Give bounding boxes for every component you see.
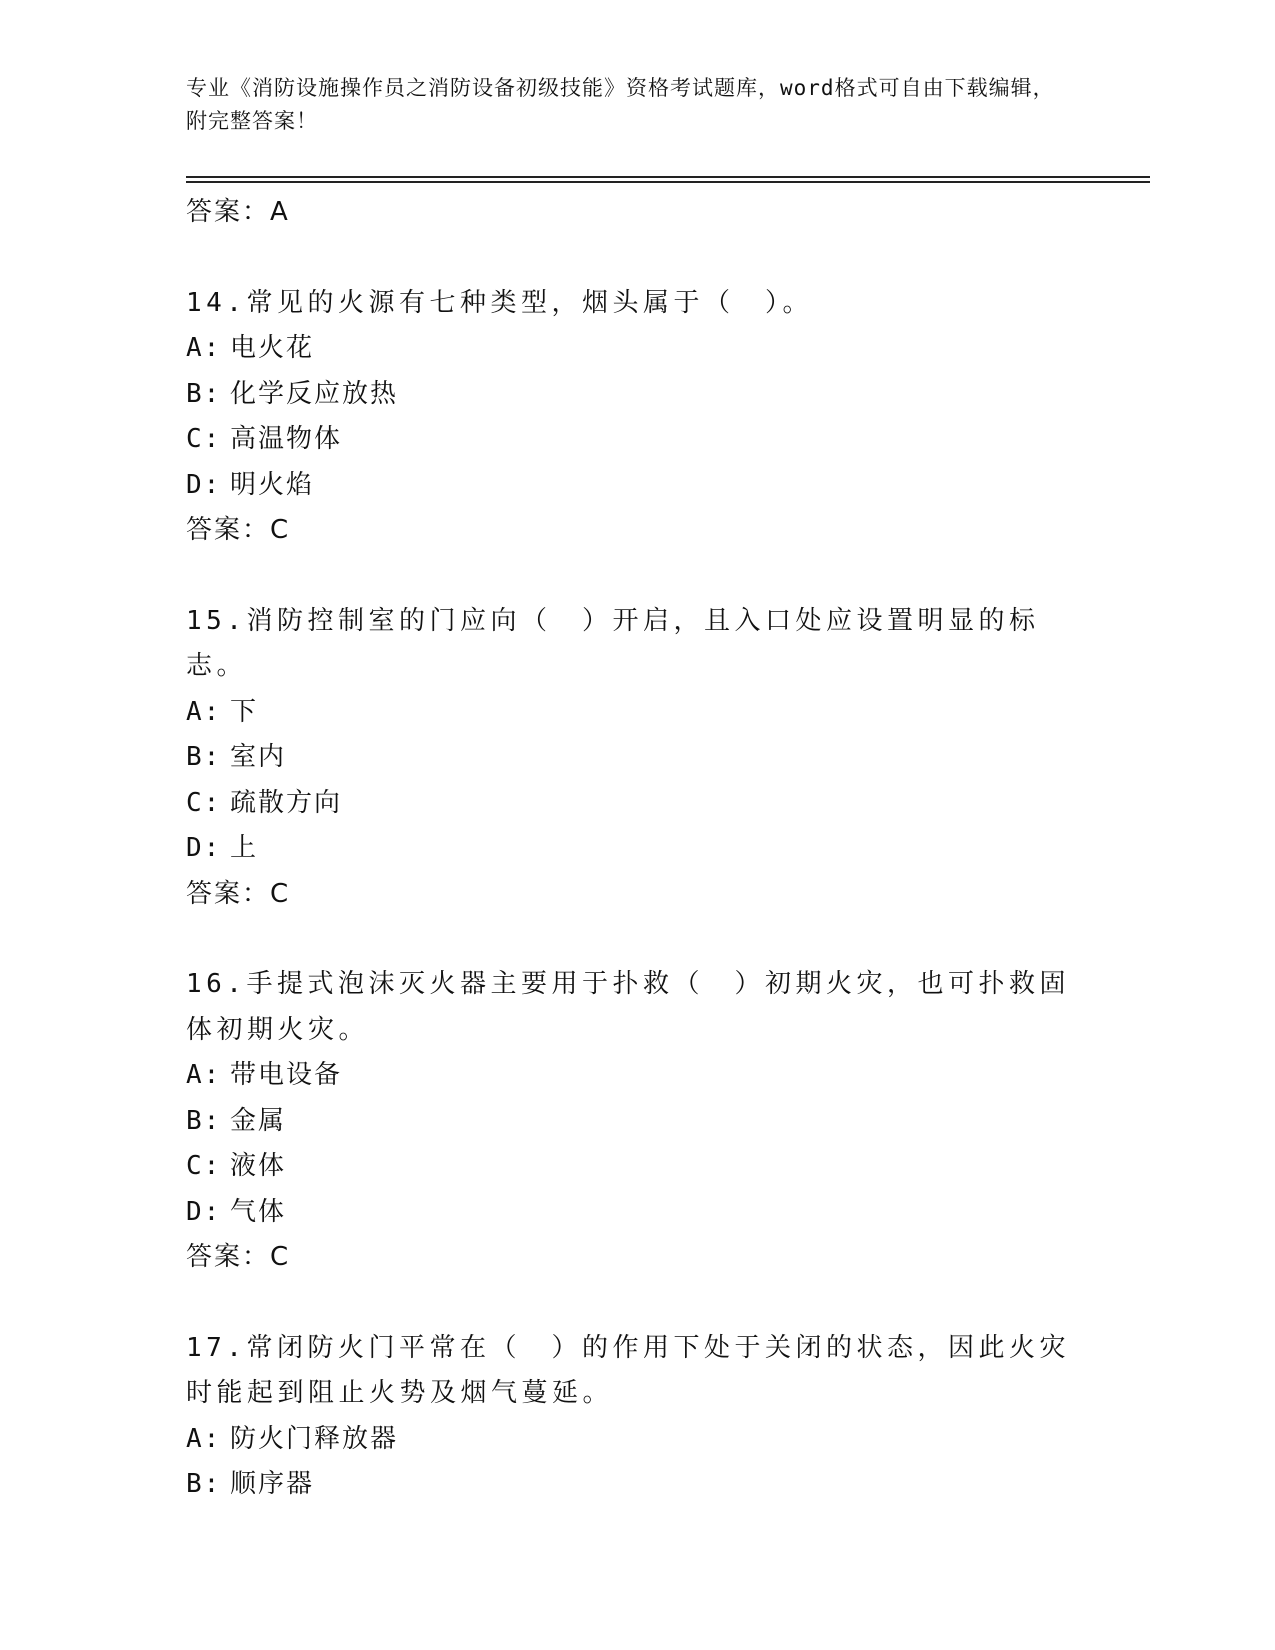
question-text: 16.手提式泡沫灭火器主要用于扑救（ ）初期火灾，也可扑救固体初期火灾。 [186,969,1070,1045]
option-c [186,781,1086,827]
option-b [186,735,1086,781]
previous-answer: 答案：A [186,197,290,227]
option-c [186,1144,1086,1190]
spacer [186,554,1086,599]
option-label: C: [186,787,222,818]
option-text: 气体 [230,1196,287,1227]
option-text: 化学反应放热 [230,378,399,409]
option-label: B: [186,1105,222,1136]
answer: 答案：C [186,1242,291,1272]
question-15 [186,599,1086,918]
option-b [186,372,1086,418]
option-label: B: [186,742,222,772]
question-14 [186,281,1086,554]
option-text: 顺序器 [230,1469,315,1499]
option-label: B: [186,378,222,409]
option-text: 明火焰 [230,469,315,500]
spacer [186,236,1086,281]
option-text: 金属 [230,1105,287,1136]
question-text: 15.消防控制室的门应向（ ）开启，且入口处应设置明显的标志。 [186,605,1040,681]
option-text: 液体 [230,1151,287,1181]
option-label: D: [186,1196,222,1227]
option-text: 电火花 [230,333,315,363]
question-list [186,190,1086,1508]
option-label: D: [186,833,222,863]
option-label: A: [186,333,222,363]
header-divider-bottom [186,181,1150,183]
option-text: 室内 [230,742,287,772]
option-b [186,1462,1086,1508]
option-a [186,326,1086,372]
question-16 [186,962,1086,1281]
option-text: 疏散方向 [230,787,343,818]
header-divider-top [186,176,1150,178]
option-c [186,417,1086,463]
option-b [186,1099,1086,1145]
option-a [186,1053,1086,1099]
option-text: 带电设备 [230,1060,343,1090]
question-text: 17.常闭防火门平常在（ ）的作用下处于关闭的状态，因此火灾时能起到阻止火势及烟气蔓延。 [186,1332,1070,1408]
answer: 答案：C [186,878,291,909]
option-label: A: [186,1423,222,1454]
spacer [186,1281,1086,1326]
option-label: A: [186,1060,222,1090]
question-text: 14.常见的火源有七种类型，烟头属于（ ）。 [186,287,813,318]
option-label: B: [186,1469,222,1499]
option-text: 防火门释放器 [230,1423,399,1454]
question-17 [186,1326,1086,1508]
option-label: A: [186,696,222,727]
option-label: C: [186,424,222,454]
option-d [186,463,1086,509]
option-label: D: [186,469,222,500]
answer: 答案：C [186,515,291,545]
option-d [186,826,1086,872]
option-text: 高温物体 [230,424,343,454]
option-d [186,1190,1086,1236]
option-a [186,690,1086,736]
page-header: 专业《消防设施操作员之消防设备初级技能》资格考试题库，word格式可自由下载编辑，附完整答案！ [186,76,1055,133]
spacer [186,917,1086,962]
option-text: 下 [230,696,259,727]
option-text: 上 [230,833,259,863]
option-a [186,1417,1086,1463]
option-label: C: [186,1151,222,1181]
